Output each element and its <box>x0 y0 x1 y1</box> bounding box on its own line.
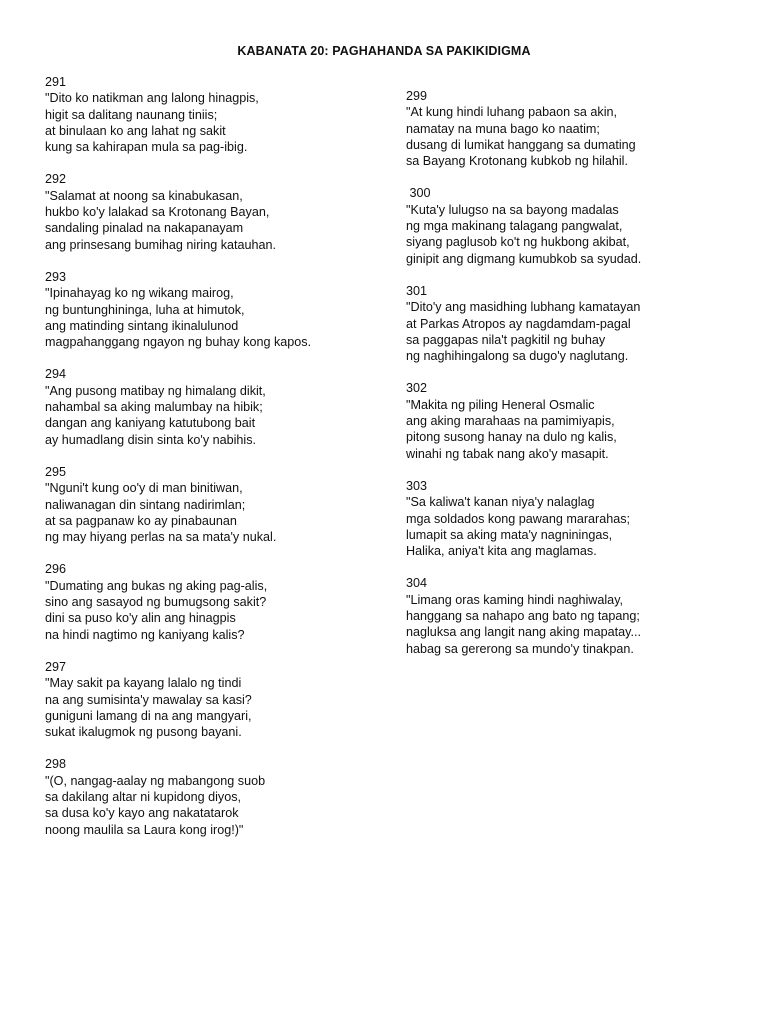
verse-line: hanggang sa nahapo ang bato ng tapang; <box>406 609 640 624</box>
verse-line: sukat ikalugmok ng pusong bayani. <box>45 725 242 740</box>
verse-line: nagluksa ang langit nang aking mapatay... <box>406 625 642 640</box>
verse-line: sandaling pinalad na nakapanayam <box>45 221 244 236</box>
stanza-number: 292 <box>45 172 67 187</box>
verse-line: "Dito'y ang masidhing lubhang kamatayan <box>406 300 641 315</box>
verse-line: dini sa puso ko'y alin ang hinagpis <box>45 611 236 626</box>
stanza-number: 304 <box>406 576 428 591</box>
stanza <box>45 74 375 155</box>
verse-line: habag sa gererong sa mundo'y tinakpan. <box>406 641 634 656</box>
verse-line: winahi ng tabak nang ako'y masapit. <box>406 446 609 461</box>
stanza-number: 301 <box>406 283 428 298</box>
verse-line: pitong susong hanay na dulo ng kalis, <box>406 430 617 445</box>
verse-line: sa Bayang Krotonang kubkob ng hilahil. <box>406 154 628 169</box>
stanza-number: 299 <box>406 89 428 103</box>
verse-line: mga soldados kong pawang mararahas; <box>406 511 631 526</box>
stanza-number: 303 <box>406 478 428 493</box>
verse-line: ang matinding sintang ikinalulunod <box>45 318 239 333</box>
verse-line: ng buntunghininga, luha at himutok, <box>45 302 245 317</box>
stanza <box>45 171 375 252</box>
stanza <box>406 88 736 169</box>
verse-line: lumapit sa aking mata'y nagniningas, <box>406 527 613 542</box>
stanza <box>406 478 736 559</box>
stanza-number: 294 <box>45 367 67 382</box>
verse-line: magpahanggang ngayon ng buhay kong kapos. <box>45 335 312 350</box>
stanza-number: 291 <box>45 75 67 89</box>
verse-line: ng may hiyang perlas na sa mata'y nukal. <box>45 530 277 545</box>
stanza-number: 295 <box>45 464 67 479</box>
verse-line: dusang di lumikat hanggang sa dumating <box>406 137 636 152</box>
verse-line: ng mga makinang talagang pangwalat, <box>406 219 623 234</box>
verse-line: ang prinsesang bumihag niring katauhan. <box>45 237 277 252</box>
verse-line: "Ipinahayag ko ng wikang mairog, <box>45 286 234 301</box>
verse-line: dangan ang kaniyang katutubong bait <box>45 416 256 431</box>
verse-line: "Nguni't kung oo'y di man binitiwan, <box>45 481 243 496</box>
verse-line: at Parkas Atropos ay nagdamdam-pagal <box>406 316 631 331</box>
verse-line: noong maulila sa Laura kong irog!)" <box>45 822 244 837</box>
verse-line: "Kuta'y lulugso na sa bayong madalas <box>406 202 619 217</box>
verse-line: at binulaan ko ang lahat ng sakit <box>45 123 226 138</box>
verse-line: sino ang sasayod ng bumugsong sakit? <box>45 595 267 610</box>
stanza <box>406 185 736 266</box>
stanza <box>406 380 736 461</box>
stanza-number: 300 <box>406 186 431 201</box>
stanza-number: 296 <box>45 562 67 577</box>
verse-line: "Sa kaliwa't kanan niya'y nalaglag <box>406 495 595 510</box>
verse-line: "Salamat at noong sa kinabukasan, <box>45 188 243 203</box>
verse-line: kung sa kahirapan mula sa pag-ibig. <box>45 140 248 155</box>
stanza <box>406 283 736 364</box>
verse-line: ang aking marahaas na pamimiyapis, <box>406 414 615 429</box>
verse-line: "Dumating ang bukas ng aking pag-alis, <box>45 578 268 593</box>
verse-line: ay humadlang disin sinta ko'y nabihis. <box>45 432 257 447</box>
verse-line: namatay na muna bago ko naatim; <box>406 121 600 136</box>
stanza <box>45 366 375 447</box>
stanza <box>45 269 375 350</box>
verse-line: guniguni lamang di na ang mangyari, <box>45 708 252 723</box>
stanza <box>45 659 375 740</box>
verse-line: nahambal sa aking malumbay na hibik; <box>45 400 263 415</box>
verse-line: sa dakilang altar ni kupidong diyos, <box>45 789 242 804</box>
verse-line: sa dusa ko'y kayo ang nakatatarok <box>45 806 239 821</box>
stanza <box>45 561 375 642</box>
verse-line: "At kung hindi luhang pabaon sa akin, <box>406 105 618 120</box>
stanza <box>45 756 375 837</box>
verse-line: "(O, nangag-aalay ng mabangong suob <box>45 773 266 788</box>
verse-line: "Makita ng piling Heneral Osmalic <box>406 397 595 412</box>
left-column <box>45 74 375 854</box>
stanza <box>45 464 375 545</box>
verse-line: sa paggapas nila't pagkitil ng buhay <box>406 332 606 347</box>
verse-line: higit sa dalitang naunang tiniis; <box>45 107 218 122</box>
chapter-title: KABANATA 20: PAGHAHANDA SA PAKIKIDIGMA <box>237 44 531 58</box>
verse-line: "Dito ko natikman ang lalong hinagpis, <box>45 91 259 106</box>
verse-line: Halika, aniya't kita ang maglamas. <box>406 544 597 559</box>
verse-line: ginipit ang digmang kumubkob sa syudad. <box>406 251 642 266</box>
verse-line: "Limang oras kaming hindi naghiwalay, <box>406 592 624 607</box>
verse-line: naliwanagan din sintang nadirimlan; <box>45 497 246 512</box>
verse-line: "May sakit pa kayang lalalo ng tindi <box>45 676 242 691</box>
stanza-number: 297 <box>45 659 67 674</box>
stanza-number: 302 <box>406 381 428 396</box>
verse-line: at sa pagpanaw ko ay pinabaunan <box>45 513 237 528</box>
stanza-number: 293 <box>45 269 67 284</box>
verse-line: na hindi nagtimo ng kaniyang kalis? <box>45 627 245 642</box>
verse-line: na ang sumisinta'y mawalay sa kasi? <box>45 692 252 707</box>
stanza-number: 298 <box>45 757 67 772</box>
right-column <box>406 88 736 673</box>
verse-line: siyang paglusob ko't ng hukbong akibat, <box>406 235 630 250</box>
stanza <box>406 575 736 656</box>
verse-line: hukbo ko'y lalakad sa Krotonang Bayan, <box>45 205 270 220</box>
verse-line: ng naghihingalong sa dugo'y naglutang. <box>406 349 629 364</box>
verse-line: "Ang pusong matibay ng himalang dikit, <box>45 383 266 398</box>
